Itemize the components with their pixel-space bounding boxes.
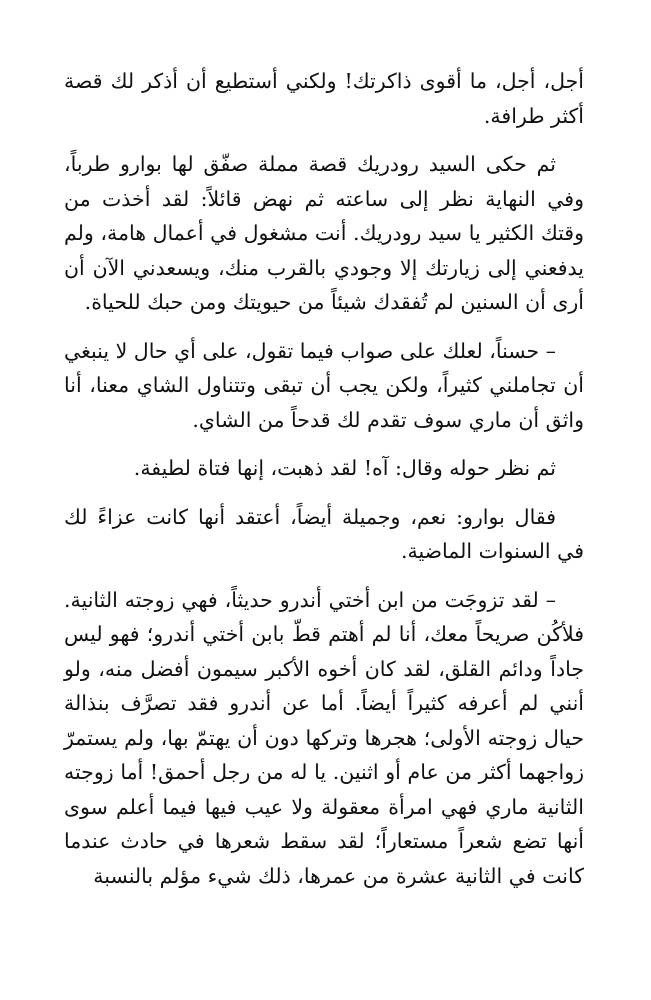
paragraph-3: – حسناً، لعلك على صواب فيما تقول، على أي حال لا ينبغي أن تجاملني كثيراً، ولكن يجب أن تبقى وتتناول الشاي معنا، أنا واثق أن ماري سوف تقدم لك قدحاً من الشاي. (64, 338, 584, 432)
paragraph-5: فقال بوارو: نعم، وجميلة أيضاً، أعتقد أنها كانت عزاءً لك في السنوات الماضية. (64, 504, 584, 563)
paragraph-6: – لقد تزوجَت من ابن أختي أندرو حديثاً، فهي زوجته الثانية. فلأكُن صريحاً معك، أنا لم أهتم قطّ بابن أختي أندرو؛ فهو ليس جاداً ودائم القلق، لقد كان أخوه الأكبر سيمون أفضل منه، ولو أنني لم أعرفه كثيراً أيضاً. أما عن أندرو فقد تصرَّف بنذالة حيال زوجته الأولى؛ هجرها وتركها دون أن يهتمّ بها، ولم يستمرّ زواجهما أكثر من عام أو اثنين. يا له من رجل أحمق! أما زوجته الثانية ماري فهي امرأة معقولة ولا عيب فيها فيما أعلم سوى أنها تضع شعراً مستعاراً؛ لقد سقط شعرها في حادث عندما كانت في الثانية عشرة من عمرها، ذلك شيء مؤلم بالنسبة (64, 587, 584, 888)
paragraph-1: أجل، أجل، ما أقوى ذاكرتك! ولكني أستطيع أن أذكر لك قصة أكثر طرافة. (64, 69, 584, 128)
book-page (64, 64, 584, 907)
paragraph-4: ثم نظر حوله وقال: آه! لقد ذهبت، إنها فتاة لطيفة. (133, 456, 556, 480)
paragraph-2: ثم حكى السيد رودريك قصة مملة صفّق لها بوارو طرباً، وفي النهاية نظر إلى ساعته ثم نهض قائلاً: لقد أخذت من وقتك الكثير يا سيد رودريك. أنت مشغول في أعمال هامة، ولم يدفعني إلى زيارتك إلا وجودي بالقرب منك، ويسعدني الآن أن أرى أن السنين لم تُفقدك شيئاً من حيويتك ومن حبك للحياة. (64, 152, 584, 314)
